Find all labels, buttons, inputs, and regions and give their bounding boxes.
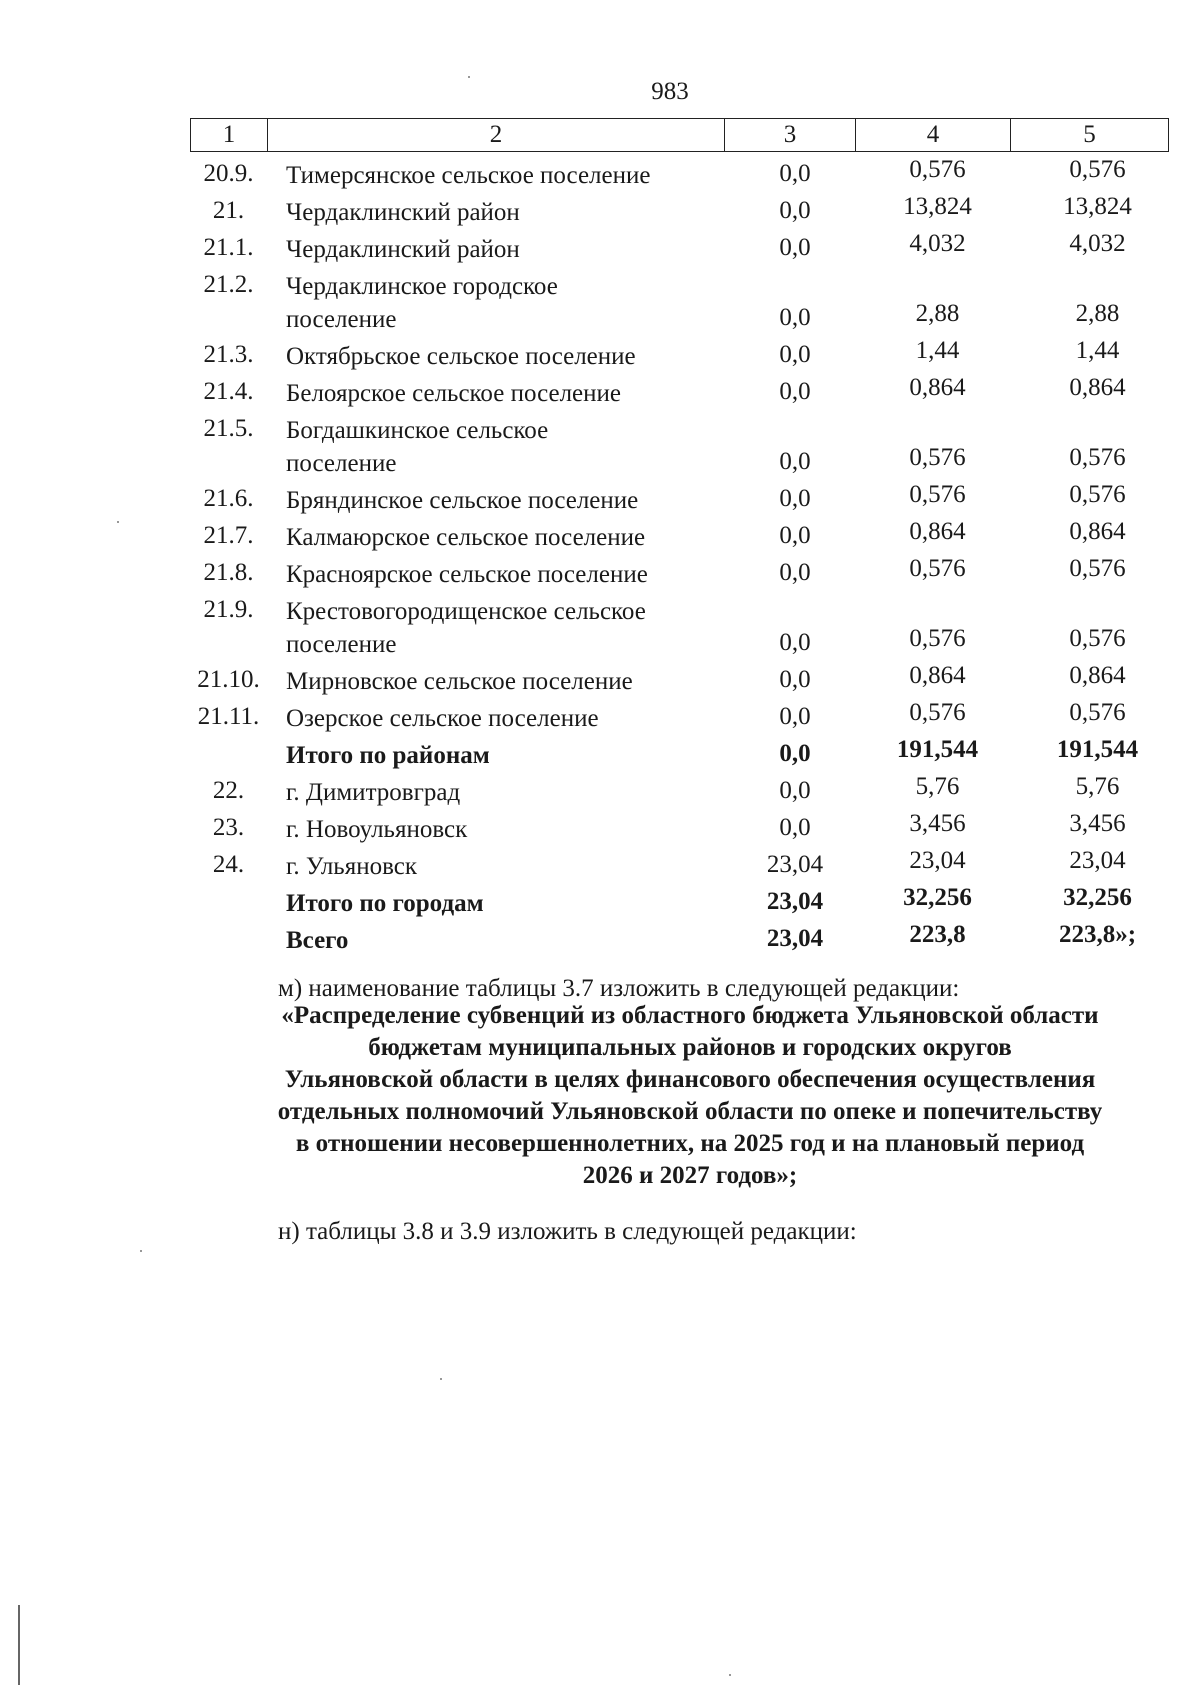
row-name-line: поселение <box>286 631 397 658</box>
row-value-col-5: 4,032 <box>1069 230 1126 257</box>
row-value-col-4: 1,44 <box>915 337 960 364</box>
scan-speck <box>117 521 119 523</box>
row-name <box>286 521 726 554</box>
row-value-col-4: 13,824 <box>903 193 972 220</box>
row-value-col-4: 32,256 <box>903 884 972 911</box>
row-name <box>286 340 726 373</box>
row-value-col-5: 23,04 <box>1069 847 1126 874</box>
row-name <box>286 414 726 480</box>
table-title-heading <box>210 1000 1170 1192</box>
row-name <box>286 159 726 192</box>
row-value-col-5: 0,864 <box>1069 662 1126 689</box>
row-name <box>286 813 726 846</box>
header-col-1: 1 <box>191 119 268 152</box>
table-body <box>0 156 1200 958</box>
row-value-col-5: 32,256 <box>1063 884 1132 911</box>
table-row <box>0 699 1200 736</box>
row-value-col-5: 0,576 <box>1069 555 1126 582</box>
header-col-3: 3 <box>725 119 856 152</box>
row-value-col-4: 0,576 <box>909 699 966 726</box>
table-row <box>0 921 1200 958</box>
row-value-col-3: 0,0 <box>779 160 811 187</box>
row-number: 21.6. <box>203 485 254 512</box>
scan-speck <box>440 1378 442 1380</box>
table-row <box>0 884 1200 921</box>
row-value-col-3: 0,0 <box>779 629 811 656</box>
scan-margin-line <box>18 1605 20 1685</box>
row-number: 22. <box>212 777 245 804</box>
paragraph-n: н) таблицы 3.8 и 3.9 изложить в следующей редакции: <box>278 1218 857 1245</box>
row-value-col-4: 2,88 <box>915 300 960 327</box>
row-name-line: Тимерсянское сельское поселение <box>286 162 651 189</box>
row-value-col-5: 191,544 <box>1056 736 1139 763</box>
row-name-line: Всего <box>286 927 349 954</box>
row-value-col-4: 4,032 <box>909 230 966 257</box>
row-number: 21.4. <box>203 378 254 405</box>
table-row <box>0 230 1200 267</box>
row-name <box>286 665 726 698</box>
row-name-line: Крестовогородищенское сельское <box>286 598 646 625</box>
row-number: 20.9. <box>203 160 254 187</box>
row-name-line: Калмаюрское сельское поселение <box>286 524 646 551</box>
row-number: 21.10. <box>197 666 260 693</box>
scan-speck <box>468 76 470 78</box>
table-row <box>0 374 1200 411</box>
row-name-line: Итого по районам <box>286 742 490 769</box>
row-value-col-5: 0,576 <box>1069 481 1126 508</box>
table-row <box>0 736 1200 773</box>
row-value-col-5: 1,44 <box>1075 337 1120 364</box>
scan-speck <box>140 1250 142 1252</box>
header-col-4: 4 <box>856 119 1011 152</box>
row-value-col-5: 13,824 <box>1063 193 1132 220</box>
row-number: 24. <box>212 851 245 878</box>
row-name-line: Белоярское сельское поселение <box>286 380 621 407</box>
row-value-col-3: 0,0 <box>779 448 811 475</box>
row-number: 21.1. <box>203 234 254 261</box>
row-value-col-3: 23,04 <box>766 888 824 915</box>
row-value-col-4: 223,8 <box>909 921 966 948</box>
row-value-col-3: 0,0 <box>779 559 811 586</box>
row-number: 21.2. <box>203 271 254 298</box>
heading-line: в отношении несовершеннолетних, на 2025 год и на плановый период <box>295 1130 1085 1157</box>
heading-line: бюджетам муниципальных районов и городских округов <box>368 1034 1012 1061</box>
row-name-line: Озерское сельское поселение <box>286 705 599 732</box>
row-value-col-4: 0,576 <box>909 156 966 183</box>
table-row <box>0 193 1200 230</box>
table-header <box>190 118 1169 152</box>
row-value-col-3: 0,0 <box>779 777 811 804</box>
row-number: 21.7. <box>203 522 254 549</box>
row-name <box>286 924 726 957</box>
row-name-line: Октябрьское сельское поселение <box>286 343 636 370</box>
row-name <box>286 196 726 229</box>
row-value-col-5: 0,576 <box>1069 625 1126 652</box>
heading-line: Ульяновской области в целях финансового обеспечения осуществления <box>284 1066 1096 1093</box>
row-name-line: поселение <box>286 306 397 333</box>
table-row <box>0 518 1200 555</box>
row-value-col-5: 0,576 <box>1069 699 1126 726</box>
row-value-col-3: 0,0 <box>779 740 811 767</box>
table-row <box>0 592 1200 662</box>
table-row <box>0 267 1200 337</box>
row-name-line: Бряндинское сельское поселение <box>286 487 639 514</box>
row-value-col-5: 0,576 <box>1069 156 1126 183</box>
row-value-col-3: 0,0 <box>779 378 811 405</box>
row-name-line: Итого по городам <box>286 890 484 917</box>
row-value-col-4: 0,864 <box>909 374 966 401</box>
row-name-line: поселение <box>286 450 397 477</box>
table-row <box>0 481 1200 518</box>
row-value-col-4: 0,576 <box>909 481 966 508</box>
row-value-col-4: 0,864 <box>909 518 966 545</box>
row-name <box>286 484 726 517</box>
row-value-col-4: 23,04 <box>909 847 966 874</box>
row-name <box>286 270 726 336</box>
row-name <box>286 850 726 883</box>
heading-line: «Распределение субвенций из областного бюджета Ульяновской области <box>281 1002 1099 1029</box>
row-value-col-3: 0,0 <box>779 197 811 224</box>
row-name-line: г. Новоульяновск <box>286 816 468 843</box>
row-value-col-5: 0,864 <box>1069 518 1126 545</box>
row-value-col-3: 0,0 <box>779 666 811 693</box>
heading-line: 2026 и 2027 годов»; <box>582 1162 798 1189</box>
row-value-col-5: 5,76 <box>1075 773 1120 800</box>
row-name <box>286 887 726 920</box>
row-value-col-3: 0,0 <box>779 522 811 549</box>
row-value-col-4: 191,544 <box>896 736 979 763</box>
row-value-col-4: 3,456 <box>909 810 966 837</box>
row-name-line: Мирновское сельское поселение <box>286 668 633 695</box>
row-value-col-3: 23,04 <box>766 851 824 878</box>
row-value-col-4: 5,76 <box>915 773 960 800</box>
row-name <box>286 739 726 772</box>
header-col-2: 2 <box>268 119 725 152</box>
row-name-line: Богдашкинское сельское <box>286 417 549 444</box>
table-row <box>0 337 1200 374</box>
table-row <box>0 810 1200 847</box>
row-name-line: Чердаклинский район <box>286 236 520 263</box>
row-name-line: Красноярское сельское поселение <box>286 561 648 588</box>
heading-line: отдельных полномочий Ульяновской области по опеке и попечительству <box>277 1098 1103 1125</box>
table-row <box>0 156 1200 193</box>
row-value-col-3: 0,0 <box>779 304 811 331</box>
row-name <box>286 776 726 809</box>
row-value-col-4: 0,576 <box>909 444 966 471</box>
row-value-col-5: 3,456 <box>1069 810 1126 837</box>
row-number: 21.11. <box>197 703 260 730</box>
table-row <box>0 555 1200 592</box>
row-value-col-3: 0,0 <box>779 234 811 261</box>
paragraph-m: м) наименование таблицы 3.7 изложить в следующей редакции: <box>278 975 960 1002</box>
row-number: 21. <box>212 197 245 224</box>
row-value-col-3: 0,0 <box>779 485 811 512</box>
scan-speck <box>729 1674 731 1676</box>
row-value-col-4: 0,576 <box>909 625 966 652</box>
row-value-col-5: 0,576 <box>1069 444 1126 471</box>
row-value-col-4: 0,576 <box>909 555 966 582</box>
row-number: 21.5. <box>203 415 254 442</box>
row-value-col-5: 0,864 <box>1069 374 1126 401</box>
row-name-line: г. Димитровград <box>286 779 461 806</box>
row-value-col-3: 23,04 <box>766 925 824 952</box>
row-name <box>286 595 726 661</box>
page-number: 983 <box>651 78 689 105</box>
row-value-col-5: 2,88 <box>1075 300 1120 327</box>
table-row <box>0 847 1200 884</box>
row-value-col-3: 0,0 <box>779 341 811 368</box>
row-name-line: Чердаклинское городское <box>286 273 558 300</box>
header-col-5: 5 <box>1011 119 1169 152</box>
row-value-col-3: 0,0 <box>779 703 811 730</box>
table-row <box>0 662 1200 699</box>
row-name <box>286 233 726 266</box>
table-row <box>0 411 1200 481</box>
row-value-col-3: 0,0 <box>779 814 811 841</box>
row-number: 21.8. <box>203 559 254 586</box>
row-number: 21.3. <box>203 341 254 368</box>
row-name <box>286 377 726 410</box>
row-name <box>286 558 726 591</box>
row-value-col-5: 223,8»; <box>1058 921 1137 948</box>
row-name-line: г. Ульяновск <box>286 853 417 880</box>
row-value-col-4: 0,864 <box>909 662 966 689</box>
table-row <box>0 773 1200 810</box>
row-name <box>286 702 726 735</box>
row-number: 21.9. <box>203 596 254 623</box>
row-name-line: Чердаклинский район <box>286 199 520 226</box>
row-number: 23. <box>212 814 245 841</box>
